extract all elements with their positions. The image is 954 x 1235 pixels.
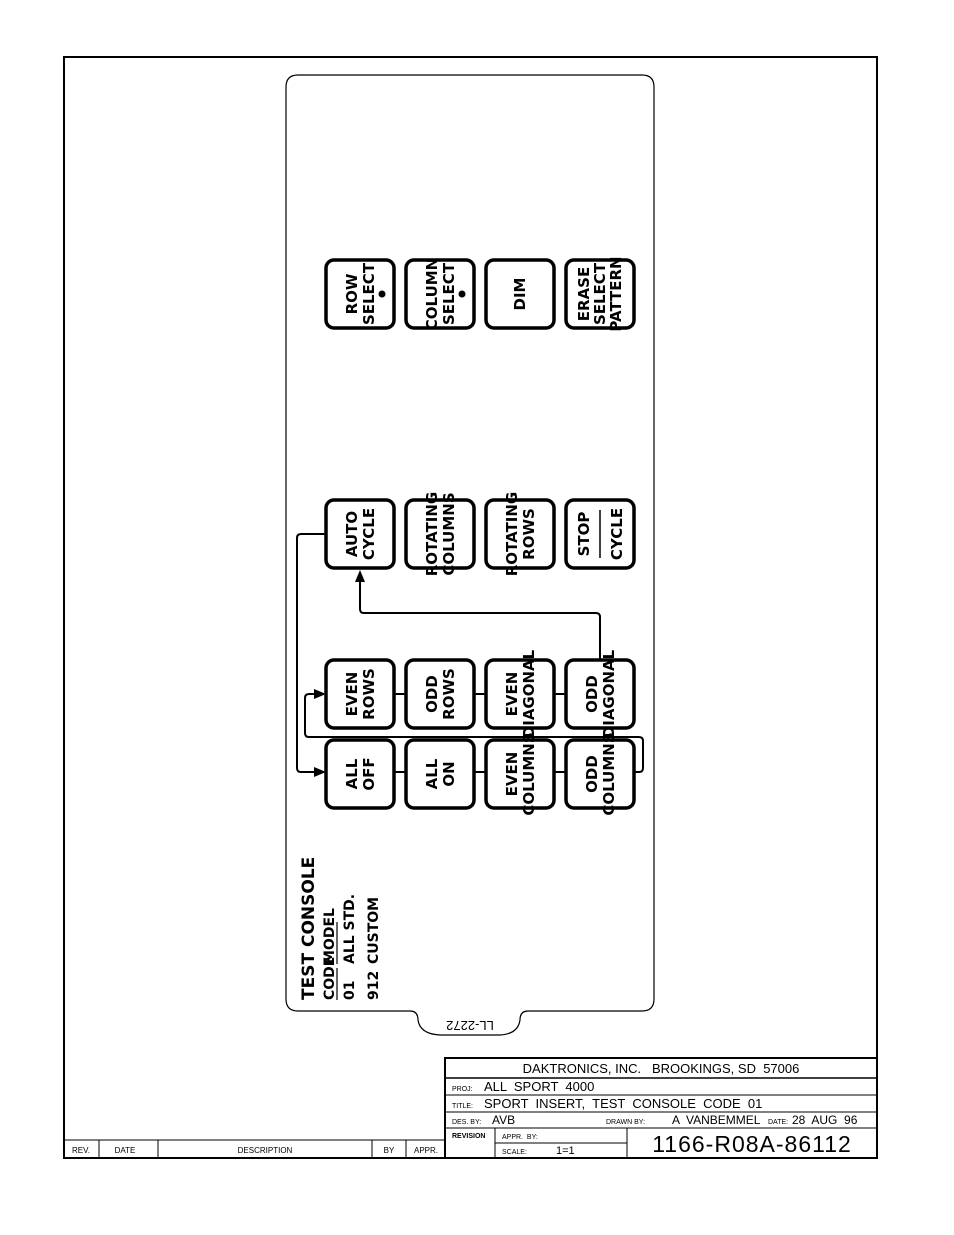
all-on-button[interactable]: [406, 740, 474, 808]
odd-rows-button[interactable]: [406, 660, 474, 728]
drawn-by-value: A VANBEMMEL: [672, 1113, 761, 1127]
rotating-columns-button[interactable]: [406, 492, 474, 577]
odd-diagonal-button[interactable]: [566, 649, 634, 738]
all-off-button[interactable]: [326, 740, 394, 808]
even-diagonal-line-2: DIAGONAL: [520, 649, 538, 739]
dim-line-1: DIM: [511, 277, 529, 311]
appr-by-label: APPR. BY:: [502, 1134, 538, 1141]
row-select-indicator-dot: [379, 291, 386, 298]
panel-code: LL-2272: [446, 1018, 494, 1033]
even-rows-line-1: EVEN: [343, 671, 361, 717]
rotating-rows-line-1: ROTATING: [503, 491, 521, 577]
stop-cycle-line-1: STOP: [575, 511, 593, 557]
even-columns-button[interactable]: [486, 732, 554, 815]
even-rows-arrowhead: [314, 689, 326, 699]
even-diagonal-line-1: EVEN: [503, 671, 521, 717]
console-notes-title: TEST CONSOLE: [299, 856, 319, 1000]
model-header: MODEL: [322, 908, 338, 964]
console-note-row-2-code: 912: [366, 970, 382, 1000]
odd-diagonal-to-auto-cycle-wire: [360, 580, 600, 660]
rotating-columns-line-1: ROTATING: [423, 491, 441, 577]
title-label: TITLE:: [452, 1103, 474, 1110]
erase-select-pattern-line-1: ERASE: [575, 266, 593, 322]
appr-header: APPR.: [413, 1146, 439, 1155]
sheet-border: [64, 57, 877, 1158]
stop-cycle-button[interactable]: [566, 500, 634, 568]
row-select-button[interactable]: [326, 260, 394, 328]
revision-table: [64, 1140, 445, 1158]
by-header: BY: [383, 1146, 395, 1155]
rev-header: REV.: [72, 1146, 90, 1155]
odd-columns-line-2: COLUMNS: [600, 732, 618, 816]
rotating-rows-button[interactable]: [486, 492, 554, 577]
odd-columns-button[interactable]: [566, 732, 634, 815]
auto-cycle-line-2: CYCLE: [360, 507, 378, 561]
rotating-columns-line-2: COLUMNS: [440, 492, 458, 576]
date-value: 28 AUG 96: [792, 1113, 858, 1127]
odd-rows-line-2: ROWS: [440, 668, 458, 720]
drawn-by-label: DRAWN BY:: [606, 1119, 646, 1126]
odd-diagonal-line-1: ODD: [583, 675, 601, 713]
title-value: SPORT INSERT, TEST CONSOLE CODE 01: [484, 1096, 763, 1111]
erase-select-pattern-line-3: PATTERN: [607, 256, 625, 332]
scale-label: SCALE:: [502, 1149, 527, 1156]
des-by-label: DES. BY:: [452, 1119, 482, 1126]
date-header: DATE: [114, 1146, 136, 1155]
auto-cycle-button[interactable]: [326, 500, 394, 568]
even-rows-line-2: ROWS: [360, 668, 378, 720]
code-header: CODE: [322, 956, 338, 1000]
all-off-arrowhead: [314, 767, 326, 777]
description-header: DESCRIPTION: [237, 1146, 293, 1155]
even-rows-button[interactable]: [326, 660, 394, 728]
company-line: DAKTRONICS, INC. BROOKINGS, SD 57006: [522, 1061, 800, 1076]
even-diagonal-button[interactable]: [486, 649, 554, 738]
all-off-line-2: OFF: [360, 757, 378, 791]
erase-select-pattern-line-2: SELECT: [591, 262, 609, 326]
console-note-row-1-model: ALL STD.: [342, 893, 358, 964]
proj-label: PROJ:: [452, 1086, 473, 1093]
title-block: [445, 1058, 877, 1158]
erase-select-pattern-button[interactable]: [566, 256, 634, 331]
column-select-line-2: SELECT: [440, 262, 458, 326]
des-by-value: AVB: [492, 1113, 516, 1127]
dim-button[interactable]: [486, 260, 554, 328]
row-select-line-1: ROW: [343, 273, 361, 315]
all-on-line-2: ON: [440, 761, 458, 787]
all-off-line-1: ALL: [343, 758, 361, 790]
all-on-line-1: ALL: [423, 758, 441, 790]
column-select-indicator-dot: [459, 291, 466, 298]
odd-rows-line-1: ODD: [423, 675, 441, 713]
rotating-rows-line-2: ROWS: [520, 508, 538, 560]
console-note-row-1-code: 01: [342, 980, 358, 1000]
date-label: DATE:: [768, 1119, 789, 1126]
stop-cycle-line-2: CYCLE: [608, 507, 626, 561]
drawing-number: 1166-R08A-86112: [652, 1131, 852, 1157]
auto-cycle-line-1: AUTO: [343, 510, 361, 558]
scale-value: 1=1: [556, 1145, 575, 1157]
row-select-line-2: SELECT: [360, 262, 378, 326]
even-columns-line-1: EVEN: [503, 751, 521, 797]
odd-columns-line-1: ODD: [583, 755, 601, 793]
even-columns-line-2: COLUMNS: [520, 732, 538, 816]
auto-cycle-arrowhead: [355, 570, 365, 582]
revision-label: REVISION: [452, 1133, 486, 1140]
proj-value: ALL SPORT 4000: [484, 1079, 595, 1094]
column-select-button[interactable]: [406, 258, 474, 330]
console-notes: [299, 857, 382, 1000]
odd-diagonal-line-2: DIAGONAL: [600, 649, 618, 739]
console-note-row-2-model: CUSTOM: [366, 896, 382, 964]
column-select-line-1: COLUMN: [423, 257, 441, 331]
